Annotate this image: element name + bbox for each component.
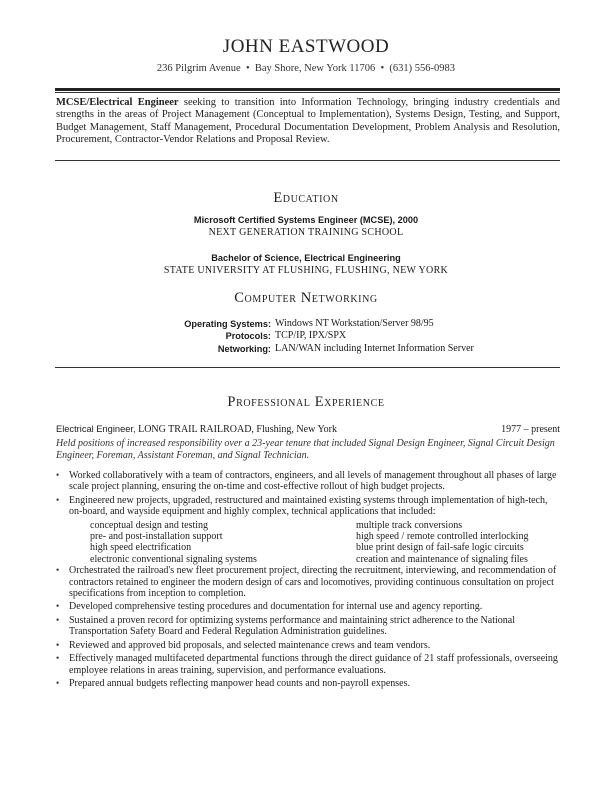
bullet-text: Developed comprehensive testing procedures and documentation for internal use and agency reporting.: [69, 601, 483, 613]
bullet-text: Sustained a proven record for optimizing systems performance and maintaining strict adherence to the National Transportation Safety Board and Federal Regulation Administration guidelines.: [69, 614, 515, 638]
networking-heading: Computer Networking: [234, 290, 378, 306]
job-title: Electrical Engineer,: [56, 424, 136, 434]
candidate-name: JOHN EASTWOOD: [222, 36, 390, 57]
summary-paragraph: [56, 97, 560, 147]
networking-label: Protocols:: [225, 331, 271, 342]
list-item: [56, 678, 560, 689]
list-item: [56, 601, 560, 612]
list-item: [56, 565, 560, 599]
education-entry: [0, 253, 612, 276]
bullet-text: Worked collaboratively with a team of contractors, engineers, and all levels of management throughout all phases of large scale project planning, ensuring the on-time and cost-effective rollout of high budget projects.: [69, 470, 557, 493]
bullet-text: Reviewed and approved bid proposals, and selected maintenance crews and team vendors.: [69, 639, 431, 651]
list-item: [56, 495, 560, 518]
experience-rule: [55, 367, 560, 368]
contact-line: 236 Pilgrim Avenue • Bay Shore, New York 11706 • (631) 556-0983: [156, 63, 456, 74]
skill-item: electronic conventional signaling systems: [90, 553, 257, 565]
header-rule-thin: [55, 92, 560, 93]
bullet-icon: •: [56, 565, 60, 576]
job-position: [56, 424, 337, 435]
skills-grid: [90, 520, 560, 566]
bullet-text: Engineered new projects, upgraded, restructured and maintained existing systems through implementation of high-tech, on-board, and wayside equipment and highly complex, technical applications that included:: [69, 494, 548, 518]
school-name: NEXT GENERATION TRAINING SCHOOL: [208, 226, 404, 238]
list-item: [56, 640, 560, 651]
skill-item: pre- and post-installation support: [90, 531, 223, 543]
networking-label: Operating Systems:: [184, 319, 271, 329]
degree-title: Bachelor of Science, Electrical Engineering: [211, 253, 401, 263]
list-item: [56, 653, 560, 676]
bullet-text: Orchestrated the railroad's new fleet procurement project, directing the recruitment, interviewing, and recommendation of contractors retained to engineer the modern design of cars and locomotives, providing continuous consultation on project specifications from inception to completion.: [69, 565, 557, 600]
bullet-icon: •: [56, 601, 60, 612]
bullet-icon: •: [56, 677, 60, 688]
bullet-text: Effectively managed multifaceted departmental functions through the direct guidance of 21 staff professionals, overseeing employee relations in areas training, supervision, and performance evaluations.: [69, 653, 558, 676]
skill-item: multiple track conversions: [356, 519, 463, 531]
networking-value: TCP/IP, IPX/SPX: [275, 330, 347, 342]
networking-table: [60, 318, 560, 355]
list-item: [56, 470, 560, 493]
networking-value: LAN/WAN including Internet Information Server: [275, 342, 474, 354]
bullet-icon: •: [56, 614, 60, 625]
job-location: Flushing, New York: [256, 424, 337, 435]
networking-label: Networking:: [217, 343, 271, 354]
bullet-text: Prepared annual budgets reflecting manpower head counts and non-payroll expenses.: [69, 677, 410, 689]
summary-text: seeking to transition into Information Technology, bringing industry credentials and strengths in the areas of Project Management (Conceptual to Implementation), Systems Design, Testing, and Support, Budget Management, Staff Management, Procedural Documentation Development, Problem Analysis and Resolution, Procurement, Contractor-Vendor Relations and Proposal Review.: [56, 97, 560, 146]
job-description: Held positions of increased responsibility over a 23-year tenure that included Signal Design Engineer, Signal Circuit Design Engineer, Foreman, Assistant Foreman, and Signal Technician.: [56, 438, 555, 461]
degree-title: Microsoft Certified Systems Engineer (MCSE), 2000: [193, 215, 419, 225]
skill-item: high speed / remote controlled interlocking: [356, 531, 529, 543]
summary-lead: MCSE/Electrical Engineer: [56, 97, 179, 108]
school-name: STATE UNIVERSITY AT FLUSHING, FLUSHING, NEW YORK: [163, 264, 449, 276]
education-heading: Education: [273, 190, 339, 206]
bullet-icon: •: [56, 494, 60, 505]
bullet-icon: •: [56, 470, 60, 480]
skill-item: creation and maintenance of signaling files: [356, 553, 528, 565]
skill-item: blue print design of fail-safe logic circuits: [356, 542, 524, 554]
skill-item: conceptual design and testing: [90, 519, 209, 531]
job-header: [56, 424, 560, 435]
networking-row: [60, 318, 560, 330]
experience-heading: Professional Experience: [227, 394, 385, 410]
networking-value: Windows NT Workstation/Server 98/95: [275, 318, 434, 329]
summary-rule: [55, 160, 560, 161]
education-entry: [0, 215, 612, 238]
bullet-icon: •: [56, 639, 60, 650]
bullet-icon: •: [56, 653, 60, 664]
experience-bullets: [56, 470, 560, 691]
employer-name: LONG TRAIL RAILROAD,: [138, 424, 254, 435]
list-item: [56, 615, 560, 638]
networking-row: [60, 343, 560, 355]
header-rule-thick: [55, 88, 560, 91]
skill-item: high speed electrification: [90, 542, 192, 554]
networking-row: [60, 330, 560, 342]
job-dates: 1977 – present: [501, 424, 560, 435]
